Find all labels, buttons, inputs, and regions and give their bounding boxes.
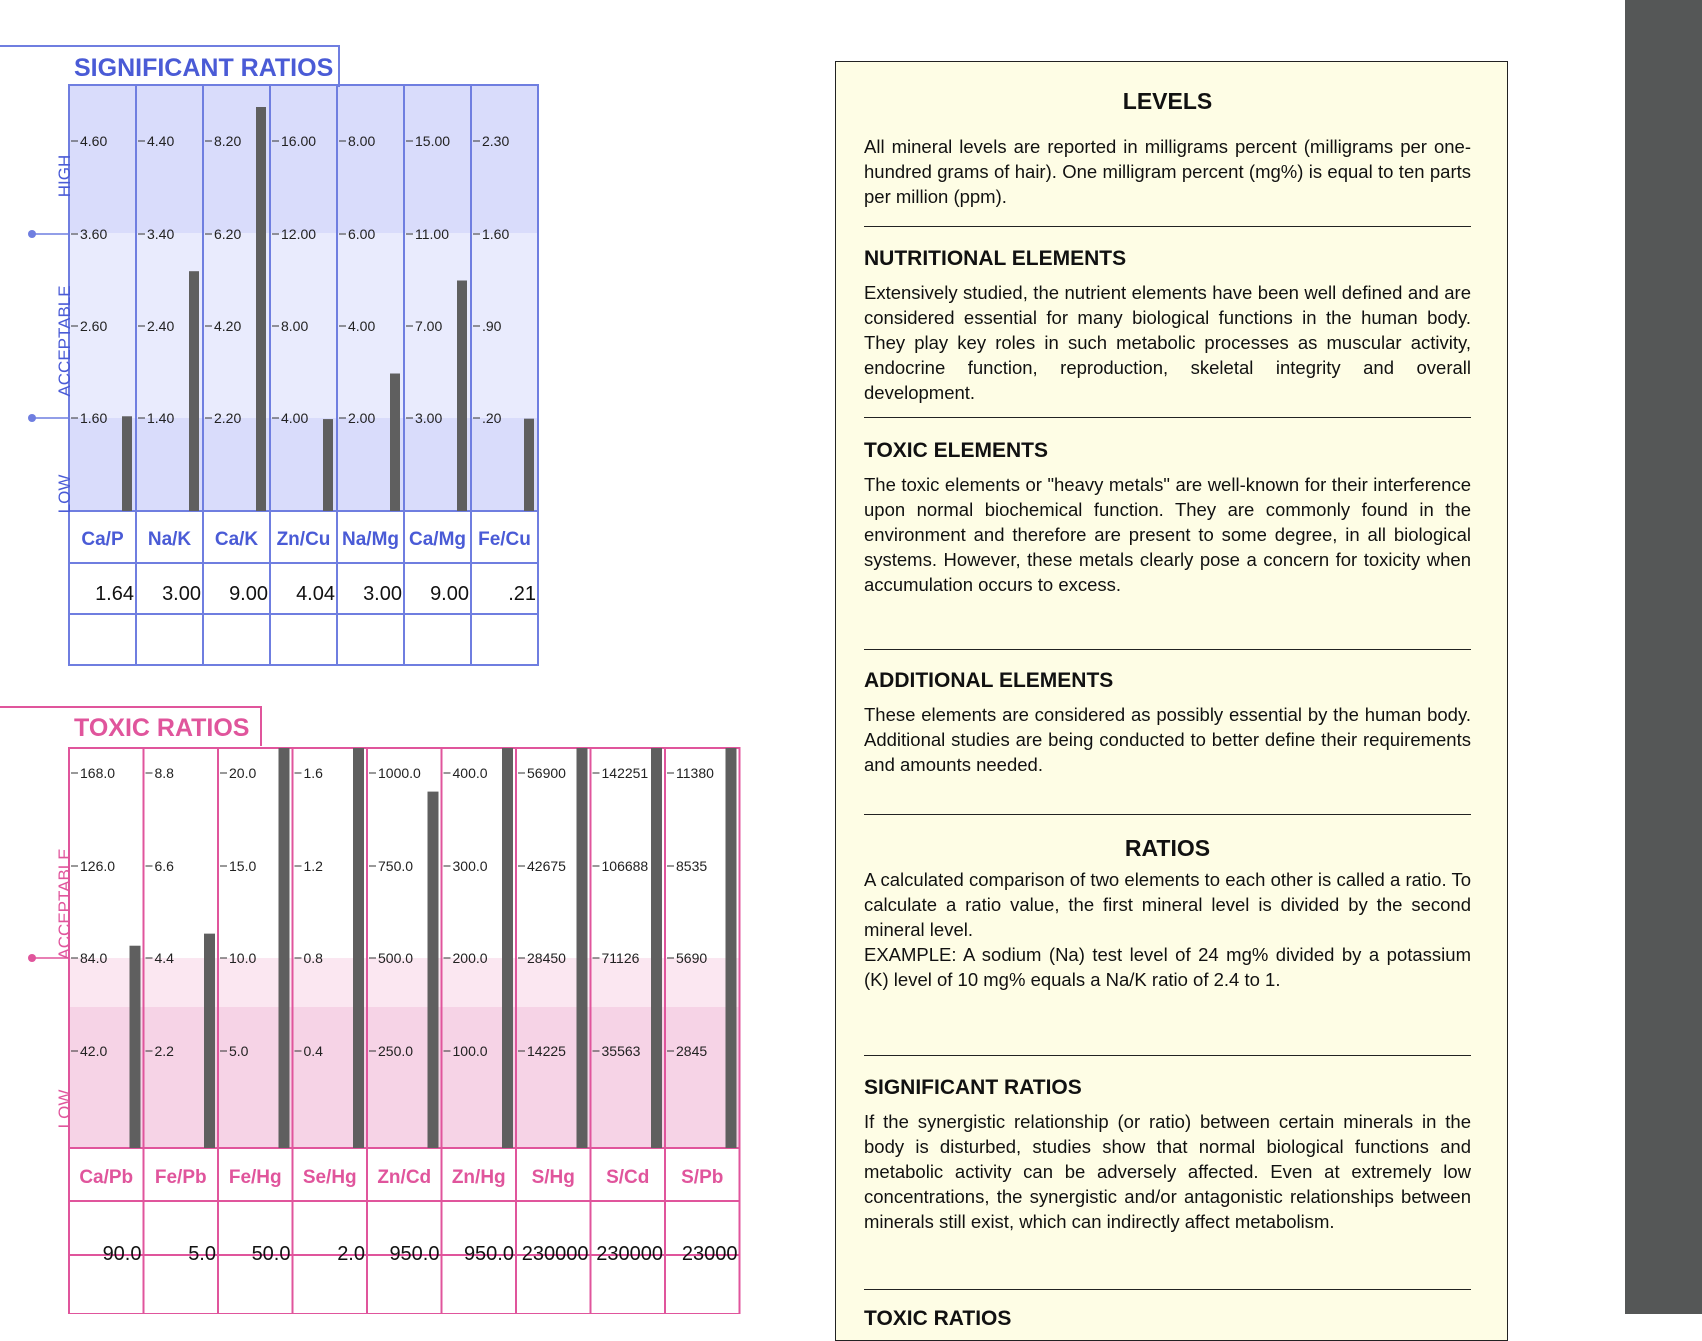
tick-label: 106688	[601, 858, 649, 874]
tick-label: 42.0	[80, 1043, 108, 1059]
data-label: 2.0	[337, 1243, 365, 1265]
category-label: Fe/Hg	[228, 1167, 282, 1188]
tick-label: 2.40	[147, 318, 175, 334]
vertical-scrollbar[interactable]	[1625, 0, 1702, 1314]
bar	[428, 792, 439, 1148]
category-label: S/Pb	[681, 1167, 724, 1188]
significant-ratios-info-title: SIGNIFICANT RATIOS	[864, 1076, 1082, 1099]
tick-label: 84.0	[80, 950, 108, 966]
category-label: Ca/K	[214, 529, 259, 550]
levels-title: LEVELS	[1122, 88, 1213, 114]
tick-label: 8.00	[348, 133, 376, 149]
tick-label: 3.00	[415, 410, 443, 426]
tick-label: 8.20	[214, 133, 242, 149]
tick-label: 5.0	[229, 1043, 249, 1059]
tick-label: 1.40	[147, 410, 175, 426]
nutritional-title: NUTRITIONAL ELEMENTS	[864, 247, 1127, 270]
tick-label: 4.4	[154, 950, 174, 966]
data-label: 90.0	[102, 1243, 142, 1265]
category-label: Zn/Hg	[451, 1167, 506, 1188]
tick-label: 56900	[527, 765, 566, 781]
tick-label: 15.00	[415, 133, 451, 149]
data-label: 5.0	[188, 1243, 216, 1265]
low-zone-band	[69, 418, 538, 511]
zone-label-high: HIGH	[55, 154, 74, 198]
tick-label: 1.2	[303, 858, 323, 874]
tick-label: 42675	[527, 858, 566, 874]
tick-label: 6.20	[214, 226, 242, 242]
tick-label: 250.0	[378, 1043, 414, 1059]
tick-label: 4.40	[147, 133, 175, 149]
tick-label: 4.00	[281, 410, 309, 426]
tick-label: 2845	[676, 1043, 708, 1059]
levels-body: All mineral levels are reported in milligrams percent (milligrams per one-hundred grams of hair). One milligram percent (mg%) is equal to ten parts per million (ppm).	[864, 136, 1471, 207]
data-label: 3.00	[363, 583, 402, 605]
additional-body: These elements are considered as possibly essential by the human body. Additional studies are being conducted to better define their requirements and amounts needed.	[864, 704, 1471, 775]
bar	[726, 748, 737, 1148]
tick-label: 500.0	[378, 950, 414, 966]
category-label: Zn/Cd	[377, 1167, 432, 1188]
tick-label: 4.00	[348, 318, 376, 334]
tick-label: 12.00	[281, 226, 317, 242]
category-label: Se/Hg	[302, 1167, 357, 1188]
data-label: 4.04	[296, 583, 335, 605]
category-label: Na/Mg	[342, 529, 399, 550]
ratios-body: A calculated comparison of two elements to each other is called a ratio. To calculate a ratio value, the first mineral level is divided by the second mineral level.	[864, 869, 1471, 940]
tick-label: 3.60	[80, 226, 108, 242]
tick-label: 1.6	[303, 765, 323, 781]
tick-label: 1.60	[80, 410, 108, 426]
tick-label: 300.0	[452, 858, 488, 874]
toxic-ratios-chart	[0, 690, 800, 1314]
tick-label: 2.30	[482, 133, 510, 149]
bar	[390, 374, 400, 512]
bar	[256, 107, 266, 511]
bar	[204, 934, 215, 1148]
category-label: S/Hg	[531, 1167, 575, 1188]
bar	[323, 419, 333, 511]
tick-label: 400.0	[452, 765, 488, 781]
toxic-elements-title: TOXIC ELEMENTS	[864, 439, 1048, 462]
tick-label: 4.20	[214, 318, 242, 334]
data-label: .21	[508, 583, 536, 605]
divider	[864, 814, 1471, 815]
data-label: 950.0	[463, 1243, 514, 1265]
tick-label: 2.20	[214, 410, 242, 426]
info-panel	[835, 61, 1508, 1341]
ratios-example: EXAMPLE: A sodium (Na) test level of 24 mg% divided by a potassium (K) level of 10 mg% equals a Na/K ratio of 2.4 to 1.	[864, 944, 1471, 990]
data-label: 230000	[596, 1243, 663, 1265]
bar	[457, 281, 467, 512]
zone-label-low-toxic: LOW	[55, 1089, 74, 1129]
toxic-elements-body: The toxic elements or "heavy metals" are well-known for their interference upon normal biochemical function. They are commonly found in the environment and therefore are present to some degree, in all biological systems. However, these metals clearly pose a concern for toxicity when accumulation occurs to excess.	[864, 474, 1471, 595]
tick-label: 0.4	[303, 1043, 323, 1059]
tick-label: 0.8	[303, 950, 323, 966]
category-label: Fe/Pb	[154, 1167, 207, 1188]
data-label: 3.00	[162, 583, 201, 605]
nutritional-body: Extensively studied, the nutrient elements have been well defined and are considered essential for many biological functions in the human body. They play key roles in such metabolic processes as muscular activity, endocrine function, reproduction, skeletal integrity and overall development.	[864, 282, 1471, 403]
tick-label: 1.60	[482, 226, 510, 242]
toxic-ratios-info-title: TOXIC RATIOS	[864, 1307, 1012, 1330]
data-label: 230000	[521, 1243, 589, 1265]
data-label: 9.00	[229, 583, 268, 605]
blank-row	[69, 614, 538, 665]
category-label: S/Cd	[606, 1167, 650, 1188]
tick-label: 3.40	[147, 226, 175, 242]
data-label: 50.0	[251, 1243, 291, 1265]
tick-label: 8535	[676, 858, 708, 874]
bar	[651, 748, 662, 1148]
divider	[864, 1055, 1471, 1056]
zone-label-acceptable-toxic: ACCEPTABLE	[55, 848, 74, 960]
data-label: 1.64	[95, 583, 134, 605]
tick-label: 2.00	[348, 410, 376, 426]
category-label: Ca/Mg	[409, 529, 466, 550]
tick-label: 6.00	[348, 226, 376, 242]
tick-label: 14225	[527, 1043, 566, 1059]
ratios-title: RATIOS	[1124, 835, 1211, 861]
high-zone-band	[69, 85, 538, 233]
tick-label: 11.00	[415, 226, 449, 242]
tick-label: .20	[482, 410, 502, 426]
tick-label: 11380	[676, 765, 714, 781]
toxic-title: TOXIC RATIOS	[74, 714, 250, 742]
lower-range-marker-dot	[28, 414, 36, 422]
tick-label: 100.0	[452, 1043, 488, 1059]
data-label: 950.0	[389, 1243, 440, 1265]
bar	[353, 748, 364, 1148]
tick-label: 4.60	[80, 133, 108, 149]
significant-title: SIGNIFICANT RATIOS	[74, 54, 334, 82]
bar	[502, 748, 513, 1148]
tick-label: 8.8	[154, 765, 174, 781]
tick-label: 35563	[601, 1043, 641, 1059]
tick-label: 71126	[601, 950, 640, 966]
category-label: Zn/Cu	[276, 529, 331, 550]
data-label: 23000	[681, 1243, 738, 1265]
divider	[864, 1289, 1471, 1290]
divider	[864, 226, 1471, 227]
significant-ratios-info-body: If the synergistic relationship (or ratio) between certain minerals in the body is disturbed, studies show that normal biological functions and metabolic activity can be adversely affected. Even at extremely low concentrations, the synergistic and/or antagonistic relationships between minerals still exist, which can indirectly affect metabolism.	[864, 1111, 1471, 1232]
bar	[189, 271, 199, 511]
tick-label: 200.0	[452, 950, 488, 966]
tick-label: 10.0	[229, 950, 257, 966]
tick-label: 6.6	[154, 858, 174, 874]
category-label: Ca/Pb	[79, 1167, 134, 1188]
tick-label: 20.0	[229, 765, 257, 781]
bar	[577, 748, 588, 1148]
zone-label-acceptable: ACCEPTABLE	[55, 285, 74, 397]
tick-label: .90	[482, 318, 502, 334]
zone-label-low: LOW	[55, 474, 74, 514]
category-label: Fe/Cu	[478, 529, 531, 550]
tick-label: 126.0	[80, 858, 116, 874]
low-zone-band	[69, 1007, 740, 1148]
tick-label: 8.00	[281, 318, 309, 334]
tick-label: 7.00	[415, 318, 443, 334]
additional-title: ADDITIONAL ELEMENTS	[864, 669, 1114, 692]
tick-label: 16.00	[281, 133, 317, 149]
divider	[864, 649, 1471, 650]
divider	[864, 417, 1471, 418]
tick-label: 28450	[527, 950, 566, 966]
bar	[130, 946, 141, 1148]
tick-label: 168.0	[80, 765, 116, 781]
upper-range-marker-dot	[28, 230, 36, 238]
data-label: 9.00	[430, 583, 469, 605]
significant-ratios-chart	[0, 0, 580, 700]
bar	[279, 748, 290, 1148]
tick-label: 750.0	[378, 858, 414, 874]
category-label: Na/K	[147, 529, 192, 550]
tick-label: 142251	[601, 765, 649, 781]
tick-label: 1000.0	[378, 765, 421, 781]
bar	[524, 419, 534, 511]
tick-label: 15.0	[229, 858, 257, 874]
lower-range-marker-dot	[28, 954, 36, 962]
tick-label: 2.60	[80, 318, 108, 334]
tick-label: 2.2	[154, 1043, 174, 1059]
bar	[122, 416, 132, 511]
category-label: Ca/P	[81, 529, 124, 550]
tick-label: 5690	[676, 950, 708, 966]
